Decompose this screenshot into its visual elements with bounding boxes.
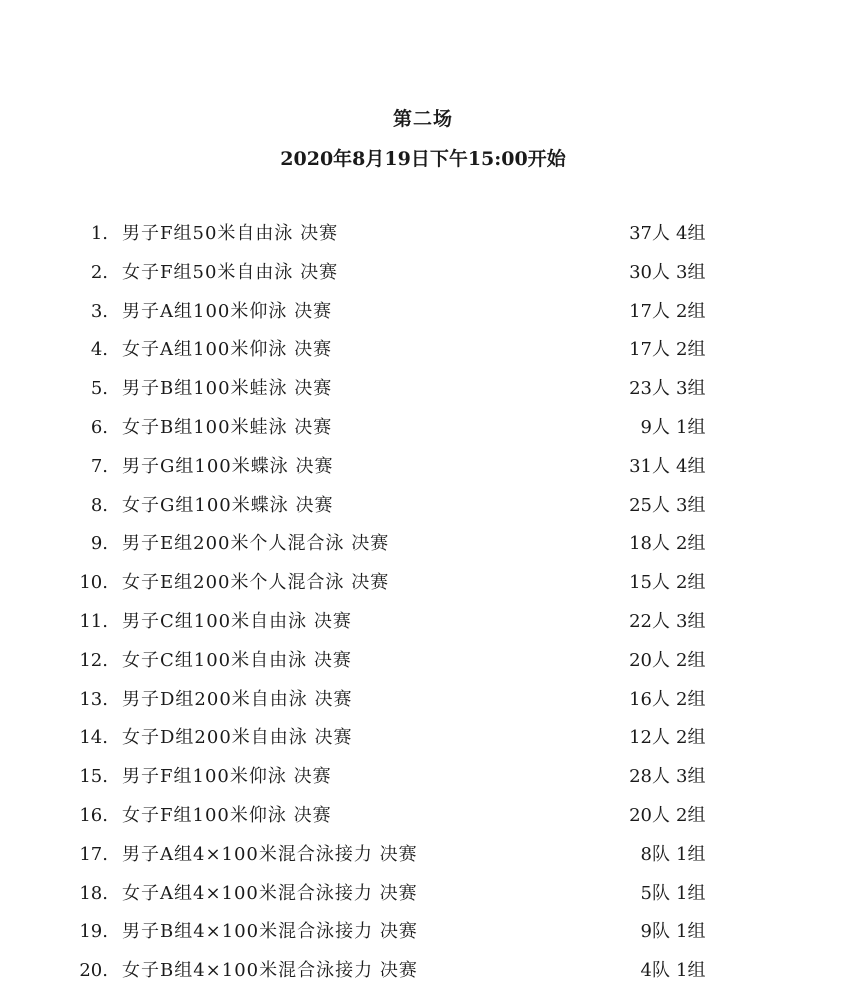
heat-count: 2组: [676, 688, 706, 710]
participant-count: 20人: [629, 804, 670, 826]
heat-count: 1组: [676, 416, 706, 438]
heat-count: 1组: [676, 960, 706, 982]
heat-count: 3组: [676, 494, 706, 516]
participant-count: 5队: [640, 882, 670, 904]
event-name: 男子D组200米自由泳 决赛: [122, 688, 353, 710]
event-number: 11.: [79, 610, 108, 632]
participant-count: 28人: [629, 766, 670, 788]
event-name: 女子A组4×100米混合泳接力 决赛: [122, 882, 418, 904]
event-row: [0, 529, 846, 568]
event-name: 男子F组50米自由泳 决赛: [122, 223, 339, 244]
event-row: [0, 335, 846, 374]
heat-count: 1组: [676, 921, 706, 943]
heat-count: 2组: [676, 727, 706, 749]
heat-count: 2组: [676, 804, 706, 826]
heat-count: 4组: [676, 455, 706, 477]
page-title: 第二场: [392, 108, 453, 130]
participant-count: 25人: [629, 494, 670, 516]
event-number: 16.: [79, 804, 108, 826]
event-number: 2.: [90, 261, 108, 283]
event-row: [0, 723, 846, 762]
event-name: 女子C组100米自由泳 决赛: [122, 649, 352, 671]
participant-count: 17人: [629, 339, 670, 361]
participant-count: 31人: [629, 455, 670, 477]
heat-count: 3组: [676, 610, 706, 632]
event-number: 20.: [79, 960, 108, 982]
participant-count: 9人: [640, 416, 670, 438]
event-number: 19.: [79, 921, 108, 943]
participant-count: 16人: [629, 688, 670, 710]
event-number: 6.: [90, 416, 108, 438]
participant-count: 22人: [629, 610, 670, 632]
event-name: 女子B组100米蛙泳 决赛: [122, 416, 333, 438]
participant-count: 37人: [629, 223, 670, 244]
event-row: [0, 646, 846, 685]
event-number: 5.: [90, 378, 108, 400]
event-row: [0, 568, 846, 607]
participant-count: 20人: [629, 649, 670, 671]
event-number: 10.: [79, 572, 108, 594]
participant-count: 8队: [640, 843, 670, 865]
heat-count: 2组: [676, 533, 706, 555]
event-name: 男子C组100米自由泳 决赛: [122, 610, 352, 632]
heat-count: 3组: [676, 378, 706, 400]
session-start-time: 2020年8月19日下午15:00开始: [280, 148, 566, 170]
event-name: 女子E组200米个人混合泳 决赛: [122, 572, 390, 594]
event-row: [0, 219, 846, 258]
event-name: 男子G组100米蝶泳 决赛: [122, 455, 334, 477]
participant-count: 4队: [640, 960, 670, 982]
event-number: 13.: [79, 688, 108, 710]
event-name: 女子A组100米仰泳 决赛: [122, 339, 333, 361]
participant-count: 18人: [629, 533, 670, 555]
heat-count: 2组: [676, 572, 706, 594]
event-row: [0, 801, 846, 840]
heat-count: 1组: [676, 843, 706, 865]
event-number: 12.: [79, 649, 108, 671]
event-row: [0, 879, 846, 918]
event-number: 7.: [90, 455, 108, 477]
event-row: [0, 607, 846, 646]
event-name: 女子D组200米自由泳 决赛: [122, 727, 353, 749]
participant-count: 23人: [629, 378, 670, 400]
participant-count: 15人: [629, 572, 670, 594]
event-name: 女子F组50米自由泳 决赛: [122, 261, 339, 283]
heat-count: 2组: [676, 339, 706, 361]
event-number: 14.: [79, 727, 108, 749]
event-name: 女子B组4×100米混合泳接力 决赛: [122, 960, 418, 982]
event-row: [0, 258, 846, 297]
event-name: 男子E组200米个人混合泳 决赛: [122, 533, 390, 555]
event-row: [0, 297, 846, 336]
participant-count: 9队: [640, 921, 670, 943]
heat-count: 4组: [676, 223, 706, 244]
event-number: 18.: [79, 882, 108, 904]
event-number: 17.: [79, 843, 108, 865]
event-name: 男子A组4×100米混合泳接力 决赛: [122, 843, 418, 865]
heat-count: 2组: [676, 649, 706, 671]
event-name: 男子F组100米仰泳 决赛: [122, 766, 332, 788]
participant-count: 12人: [629, 727, 670, 749]
event-name: 女子G组100米蝶泳 决赛: [122, 494, 334, 516]
event-row: [0, 840, 846, 879]
event-row: [0, 452, 846, 491]
heat-count: 3组: [676, 766, 706, 788]
event-list: [0, 219, 846, 995]
event-row: [0, 374, 846, 413]
event-name: 男子B组100米蛙泳 决赛: [122, 378, 333, 400]
event-row: [0, 685, 846, 724]
participant-count: 30人: [629, 261, 670, 283]
event-number: 15.: [79, 766, 108, 788]
event-row: [0, 762, 846, 801]
event-name: 女子F组100米仰泳 决赛: [122, 804, 332, 826]
event-row: [0, 413, 846, 452]
event-number: 3.: [90, 300, 108, 322]
event-number: 4.: [90, 339, 108, 361]
heat-count: 2组: [676, 300, 706, 322]
event-row: [0, 491, 846, 530]
heat-count: 1组: [676, 882, 706, 904]
event-name: 男子A组100米仰泳 决赛: [122, 300, 333, 322]
event-number: 8.: [90, 494, 108, 516]
event-number: 1.: [90, 223, 108, 244]
event-name: 男子B组4×100米混合泳接力 决赛: [122, 921, 418, 943]
heat-count: 3组: [676, 261, 706, 283]
event-row: [0, 956, 846, 995]
participant-count: 17人: [629, 300, 670, 322]
event-row: [0, 917, 846, 956]
event-number: 9.: [90, 533, 108, 555]
